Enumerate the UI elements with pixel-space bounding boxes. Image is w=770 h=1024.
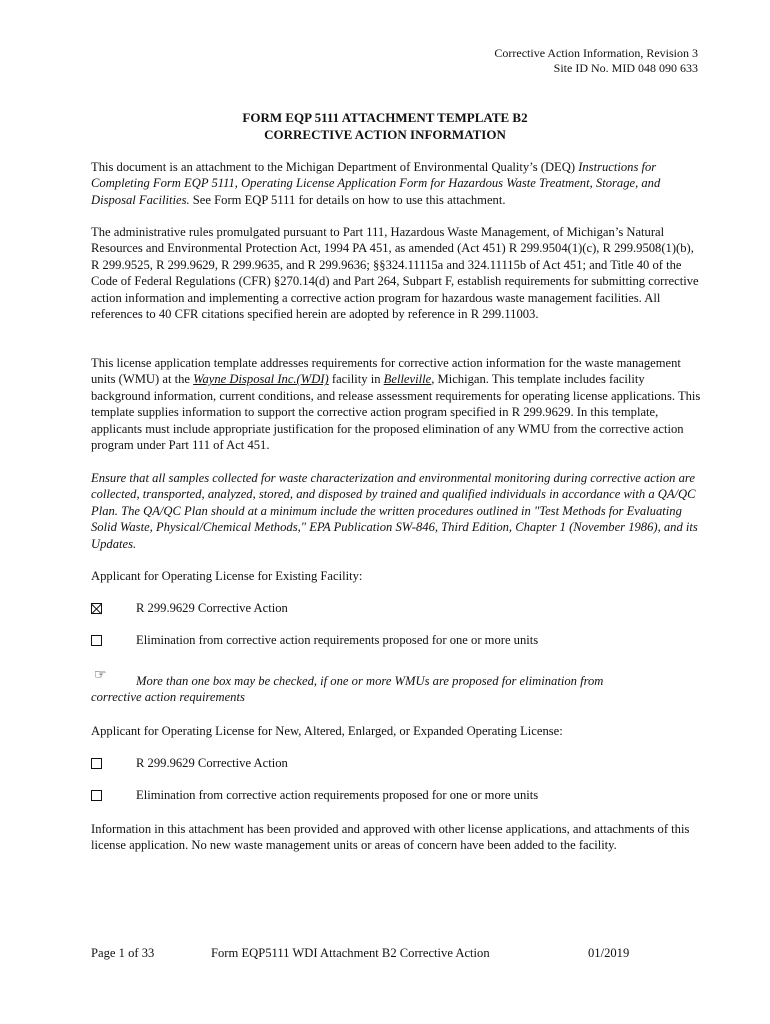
option-label: Elimination from corrective action requirements proposed for one or more units	[136, 633, 539, 647]
information-paragraph: Information in this attachment has been provided and approved with other license applications, and attachments of this license application. No new waste management units or areas of concern have been added to the facility.	[91, 822, 690, 853]
note-line-2: corrective action requirements	[91, 690, 245, 705]
footer-form-title: Form EQP5111 WDI Attachment B2 Corrective Action	[211, 946, 490, 960]
checkbox-unchecked[interactable]	[91, 790, 102, 801]
option-label: R 299.9629 Corrective Action	[136, 756, 288, 770]
note-text	[91, 673, 701, 706]
existing-facility-heading: Applicant for Operating License for Existing Facility:	[91, 569, 363, 583]
title-line-1: FORM EQP 5111 ATTACHMENT TEMPLATE B2	[242, 110, 528, 125]
note-line-1: More than one box may be checked, if one or more WMUs are proposed for elimination from	[136, 674, 604, 688]
option-label: R 299.9629 Corrective Action	[136, 601, 288, 615]
template-text: This license application template addresses requirements for corrective action information for the waste management units (WMU) at the	[91, 356, 681, 387]
header-site-id: Site ID No. MID 048 090 633	[553, 61, 698, 75]
template-text-2: facility in	[328, 372, 384, 387]
document-title	[0, 109, 770, 143]
intro-text-end: See Form EQP 5111 for details on how to use this attachment.	[189, 192, 506, 207]
new-license-heading: Applicant for Operating License for New, Altered, Enlarged, or Expanded Operating License:	[91, 724, 563, 738]
header-revision: Corrective Action Information, Revision 3	[494, 46, 698, 60]
option-label: Elimination from corrective action requirements proposed for one or more units	[136, 788, 539, 802]
checkbox-unchecked[interactable]	[91, 758, 102, 769]
facility-city: Belleville	[383, 372, 432, 387]
template-paragraph	[91, 355, 701, 453]
title-line-2: CORRECTIVE ACTION INFORMATION	[264, 127, 506, 142]
intro-paragraph	[91, 159, 701, 208]
template-text-3: , Michigan. This template includes facility background information, current conditions, and release assessment requirements for operating license applications. This template supplies information to support the corrective action program specified in R 299.9629. In this template, applicants must include appropriate justification for the proposed elimination of any WMU from the corrective action program under Part 111 of Act 451.	[91, 372, 701, 453]
rules-paragraph: The administrative rules promulgated pursuant to Part 111, Hazardous Waste Management, of Michigan’s Natural Resources and Environmental Protection Act, 1994 PA 451, as amended (Act 451) R 299.9504(1)(c), R 299.9508(1)(b), R 299.9525, R 299.9629, R 299.9635, and R 299.9636; §§324.11115a and 324.11115b of Act 451; and Title 40 of the Code of Federal Regulations (CFR) §270.14(d) and Part 264, Subpart F, establish requirements for submitting corrective action information and implementing a corrective action program for hazardous waste management facilities. All references to 40 CFR citations specified herein are adopted by reference in R 299.11003.	[91, 225, 699, 322]
checkbox-checked[interactable]	[91, 603, 102, 614]
pointing-hand-icon: ☞	[94, 667, 107, 683]
checkbox-unchecked[interactable]	[91, 635, 102, 646]
intro-italic-title: Instructions for Completing Form EQP 5111, Operating License Application Form for Hazardous Waste Treatment, Storage, and Disposal Facilities.	[91, 160, 661, 207]
footer-page-number: Page 1 of 33	[91, 946, 155, 960]
facility-name: Wayne Disposal Inc.(WDI)	[193, 372, 329, 387]
intro-text: This document is an attachment to the Michigan Department of Environmental Quality’s (DEQ)	[91, 160, 579, 174]
footer-date: 01/2019	[588, 946, 630, 960]
sampling-paragraph: Ensure that all samples collected for waste characterization and environmental monitoring during corrective action are collected, transported, analyzed, stored, and disposed by trained and qualified individuals in accordance with a QA/QC Plan. The QA/QC Plan should at a minimum include the written procedures outlined in "Test Methods for Evaluating Solid Waste, Physical/Chemical Methods," EPA Publication SW-846, Third Edition, Chapter 1 (November 1986), and its Updates.	[91, 471, 698, 551]
page-header	[494, 46, 698, 76]
